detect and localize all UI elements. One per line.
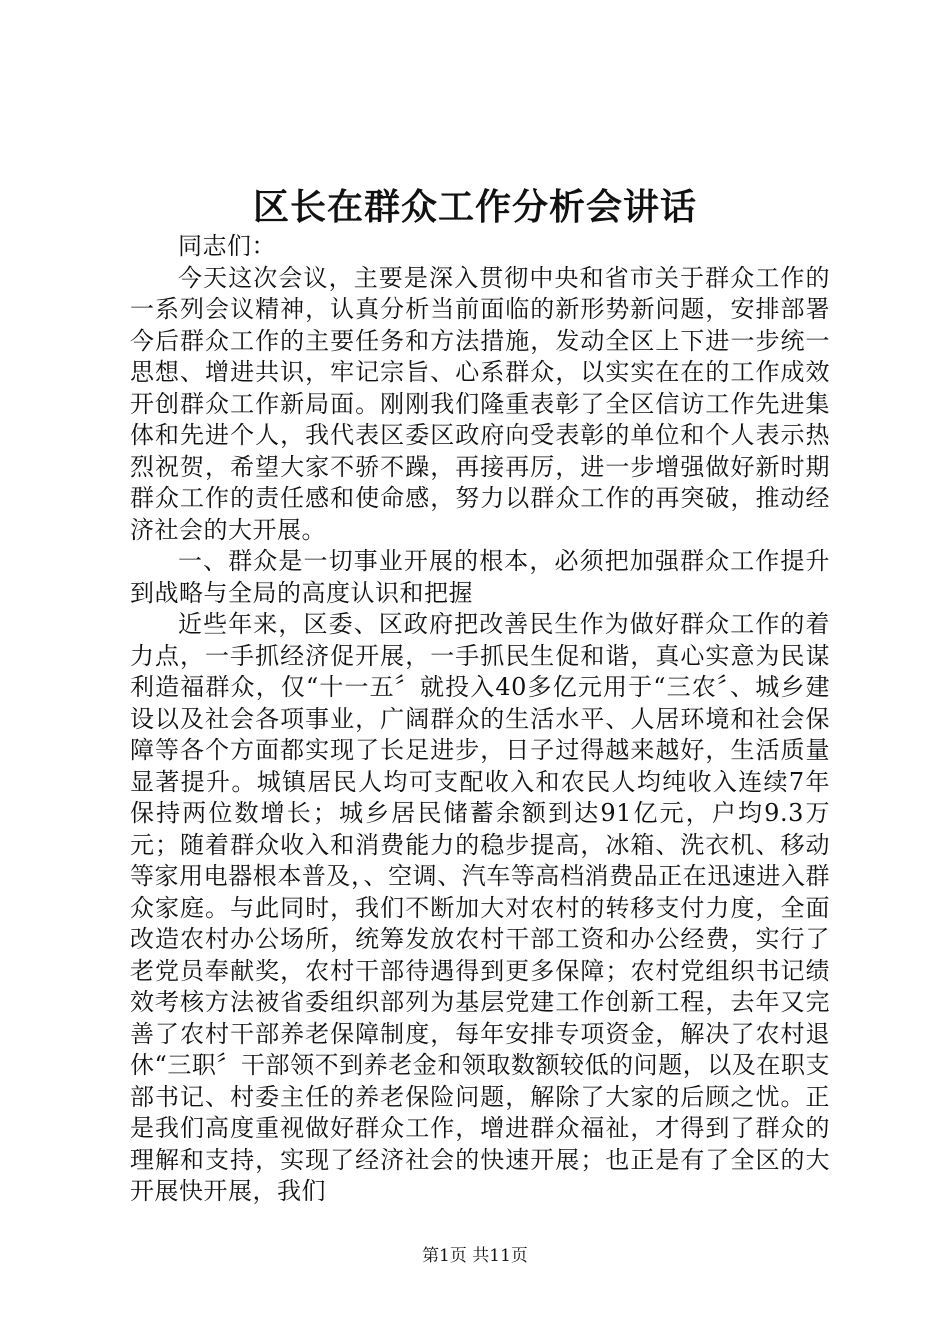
salutation: 同志们： [178,232,276,260]
paragraph-intro: 今天这次会议，主要是深入贯彻中央和省市关于群众工作的一系列会议精神，认真分析当前面临的新形势新问题，安排部署今后群众工作的主要任务和方法措施，发动全区上下进一步统一思想、增进共识，牢记宗旨、心系群众，以实实在在的工作成效开创群众工作新局面。刚刚我们隆重表彰了全区信访工作先进集体和先进个人，我代表区委区政府向受表彰的单位和个人表示热烈祝贺，希望大家不骄不躁，再接再厉，进一步增强做好新时期群众工作的责任感和使命感，努力以群众工作的再突破，推动经济社会的大开展。 [130,263,830,544]
document-title: 区长在群众工作分析会讲话 [252,186,697,228]
paragraph-livelihood: 近些年来，区委、区政府把改善民生作为做好群众工作的着力点，一手抓经济促开展，一手抓民生促和谐，真心实意为民谋利造福群众，仅“十一五〞就投入40多亿元用于“三农〞、城乡建设以及社会各项事业，广阔群众的生活水平、人居环境和社会保障等各个方面都实现了长足进步，日子过得越来越好，生活质量显著提升。城镇居民人均可支配收入和农民人均纯收入连续7年保持两位数增长；城乡居民储蓄余额到达91亿元，户均9.3万元；随着群众收入和消费能力的稳步提高，冰箱、洗衣机、移动 等家用电器根本普及，、空调、汽车等高档消费品正在迅速进入群众家庭。与此同时，我们不断加大对农村的转移支付力度，全面改造农村办公场所，统筹发放农村干部工资和办公经费，实行了老党员奉献奖，农村干部待遇得到更多保障；农村党组织书记绩效考核方法被省委组织部列为基层党建工作创新工程，去年又完善了农村干部养老保障制度，每年安排专项资金，解决了农村退休“三职〞干部领不到养老金和领取数额较低的问题，以及在职支部书记、村委主任的养老保险问题，解除了大家的后顾之忧。正是我们高度重视做好群众工作，增进群众福祉，才得到了群众的理解和支持，实现了经济社会的快速开展；也正是有了全区的大开展快开展，我们 [130,610,879,1205]
document-body [130,231,879,1208]
section-heading-1: 一、群众是一切事业开展的根本，必须把加强群众工作提升到战略与全局的高度认识和把握 [130,547,830,607]
page-footer [0,1244,950,1268]
page-indicator: 第1页 共11页 [422,1246,528,1266]
